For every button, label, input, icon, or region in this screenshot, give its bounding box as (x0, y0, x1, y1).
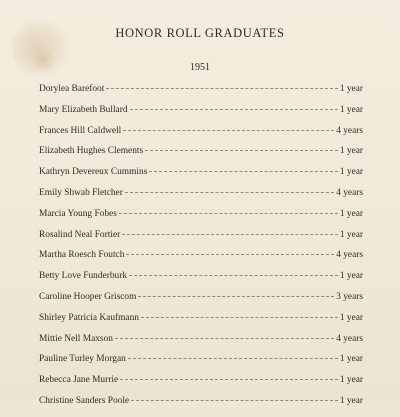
graduate-name: Marcia Young Fobes (39, 208, 117, 219)
graduate-name: Christine Sanders Poole (39, 395, 130, 406)
duration-label: 1 year (339, 271, 363, 282)
list-item (39, 126, 363, 147)
list-item (39, 354, 363, 375)
duration-label: 1 year (339, 395, 363, 406)
list-item (39, 313, 363, 334)
graduate-name: Caroline Hooper Griscom (39, 291, 137, 302)
graduate-name: Rosalind Neal Fortier (39, 229, 121, 240)
list-item (39, 209, 363, 230)
dot-leader (126, 254, 334, 255)
page-title: HONOR ROLL GRADUATES (115, 26, 285, 40)
dot-leader (125, 192, 334, 193)
duration-label: 1 year (339, 354, 363, 365)
duration-label: 4 years (336, 250, 363, 261)
duration-label: 1 year (339, 84, 363, 94)
dot-leader (141, 317, 338, 318)
dot-leader (145, 150, 338, 151)
list-item (39, 188, 363, 209)
graduate-name: Mittie Nell Maxson (39, 333, 113, 344)
duration-label: 4 years (336, 333, 363, 344)
graduate-name: Mary Elizabeth Bullard (39, 104, 128, 115)
graduate-name: Rebecca Jane Murrie (39, 375, 119, 386)
list-item (39, 146, 363, 167)
graduate-name: Emily Shwab Fletcher (39, 187, 123, 198)
list-item (39, 396, 363, 417)
list-item (39, 230, 363, 251)
dot-leader (115, 338, 334, 339)
list-item (39, 334, 363, 355)
graduate-name: Pauline Turley Morgan (39, 354, 126, 365)
graduate-name: Frances Hill Caldwell (39, 125, 122, 136)
dot-leader (130, 109, 338, 110)
list-item (39, 250, 363, 271)
list-item (39, 105, 363, 126)
list-item (39, 271, 363, 292)
dot-leader (120, 379, 338, 380)
graduate-name: Shirley Patricia Kaufmann (39, 312, 139, 323)
duration-label: 1 year (339, 167, 363, 178)
dot-leader (122, 234, 338, 235)
year-heading: 1951 (190, 62, 210, 73)
duration-label: 4 years (336, 187, 363, 198)
graduate-name: Dorylea Barefoot (39, 84, 105, 94)
dot-leader (129, 275, 338, 276)
graduate-name: Betty Love Funderburk (39, 271, 128, 282)
list-item (39, 292, 363, 313)
duration-label: 1 year (339, 146, 363, 157)
dot-leader (131, 400, 338, 401)
dot-leader (149, 171, 338, 172)
duration-label: 1 year (339, 375, 363, 386)
graduates-list (39, 84, 363, 417)
dot-leader (138, 296, 334, 297)
list-item (39, 84, 363, 105)
list-item (39, 167, 363, 188)
graduate-name: Elizabeth Hughes Clements (39, 146, 144, 157)
duration-label: 4 years (336, 125, 363, 136)
duration-label: 1 year (339, 312, 363, 323)
dot-leader (119, 213, 338, 214)
list-item (39, 375, 363, 396)
dot-leader (123, 130, 334, 131)
duration-label: 1 year (339, 229, 363, 240)
duration-label: 3 years (336, 291, 363, 302)
dot-leader (106, 88, 337, 89)
duration-label: 1 year (339, 104, 363, 115)
graduate-name: Martha Roesch Foutch (39, 250, 125, 261)
dot-leader (128, 358, 338, 359)
graduate-name: Kathryn Devereux Cummins (39, 167, 148, 178)
duration-label: 1 year (339, 208, 363, 219)
